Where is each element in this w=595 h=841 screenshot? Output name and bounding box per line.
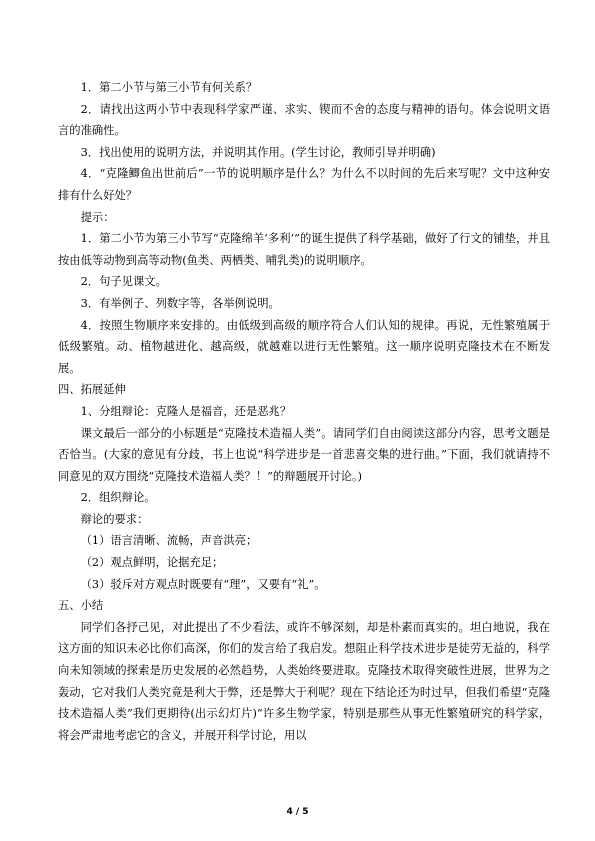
paragraph: 课文最后一部分的小标题是“克隆技术造福人类”。请同学们自由阅读这部分内容，思考文题是否恰当。(大家的意见有分歧，书上也说“科学进步是一首悲喜交集的进行曲。”下面，我们就请持不同意见的双方围绕“克隆技术造福人类？！”的辩题展开讨论。) bbox=[58, 426, 550, 483]
paragraph: 2．句子见课文。 bbox=[80, 275, 167, 289]
paragraph: 4．“克隆鲫鱼出世前后”一节的说明顺序是什么？为什么不以时间的先后来写呢？文中这种安排有什么好处？ bbox=[58, 167, 550, 202]
paragraph: （2）观点鲜明，论据充足； bbox=[80, 556, 224, 570]
paragraph: 2．请找出这两小节中表现科学家严谨、求实、锲而不舍的态度与精神的语句。体会说明文语言的准确性。 bbox=[58, 102, 550, 138]
paragraph: 提示： bbox=[80, 210, 115, 224]
page-number: 4 / 5 bbox=[286, 807, 309, 817]
paragraph: （3）驳斥对方观点时既要有“理”，又要有“礼”。 bbox=[80, 577, 326, 591]
paragraph: （1）语言清晰、流畅，声音洪亮； bbox=[80, 534, 258, 548]
paragraph: 4．按照生物顺序来安排的。由低级到高级的顺序符合人们认知的规律。再说，无性繁殖属于低级繁殖。动、植物越进化、越高级，就越难以进行无性繁殖。这一顺序说明克隆技术在不断发展。 bbox=[58, 318, 550, 375]
paragraph: 1．第二小节与第三小节有何关系？ bbox=[80, 81, 258, 94]
paragraph: 辩论的要求： bbox=[80, 512, 149, 526]
paragraph: 1．第二小节为第三小节写“克隆绵羊‘多利’”的诞生提供了科学基础，做好了行文的铺垫，并且按由低等动物到高等动物(鱼类、两栖类、哺乳类)的说明顺序。 bbox=[58, 232, 550, 267]
section-heading: 四、拓展延伸 bbox=[58, 383, 126, 397]
paragraph: 3．找出使用的说明方法，并说明其作用。(学生讨论，教师引导并明确) bbox=[80, 145, 436, 159]
paragraph: 3．有举例子、列数字等，各举例说明。 bbox=[80, 296, 280, 310]
section-heading: 五、小结 bbox=[58, 599, 104, 613]
paragraph: 2．组织辩论。 bbox=[80, 491, 156, 505]
paragraph: 同学们各抒己见，对此提出了不少看法，或许不够深刻，却是朴素而真实的。坦白地说，我在这方面的知识未必比你们高深，你们的发言给了我启发。想阻止科学技术进步是徒劳无益的，科学向未知领域的探索是历史发展的必然趋势，人类始终要进取。克隆技术取得突破性进展，世界为之轰动，它对我们人类究竟是利大于弊，还是弊大于利呢？现在下结论还为时过早，但我们希望“克隆技术造福人类”我们更期待(出示幻灯片)“许多生物学家，特别是那些从事无性繁殖研究的科学家，将会严肃地考虑它的含义，并展开科学讨论，用以 bbox=[58, 620, 550, 742]
document-body bbox=[58, 77, 550, 746]
paragraph: 1、分组辩论：克隆人是福音，还是恶兆？ bbox=[80, 404, 292, 418]
